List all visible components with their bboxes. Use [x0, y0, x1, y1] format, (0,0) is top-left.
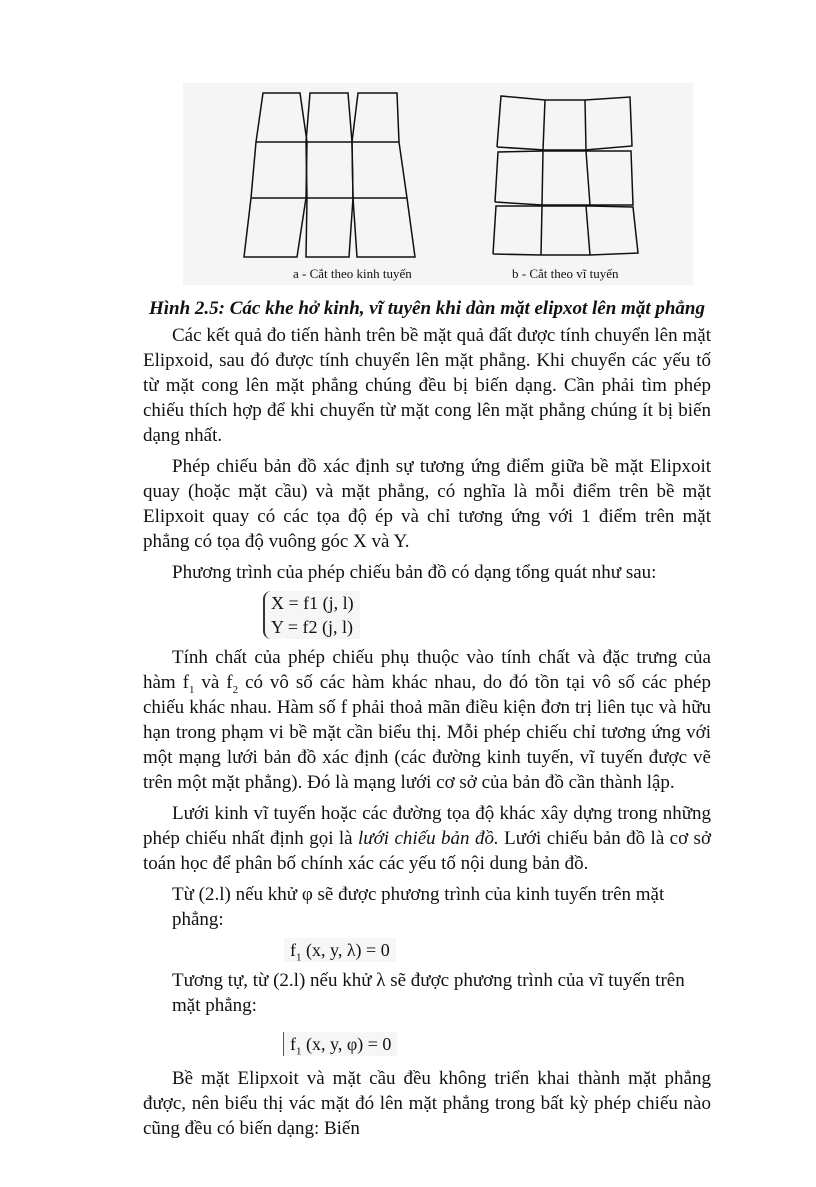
equation-system: [263, 591, 360, 639]
text: (x, y, λ) = 0: [301, 940, 390, 960]
equation-system-wrap: [143, 591, 711, 639]
equation-meridian: [284, 938, 396, 962]
subscript: 2: [232, 683, 239, 696]
equation-y: Y = f2 (j, l): [271, 617, 353, 637]
strip-1: [244, 93, 307, 257]
figure-caption: Hình 2.5: Các khe hở kinh, vĩ tuyên khi dàn mặt elipxot lên mặt phẳng: [148, 298, 705, 319]
figure-2-5: [183, 83, 693, 285]
text: Lưới kinh vĩ tuyến hoặc các đường tọa độ khác xây dựng trong những phép chiếu nhất định gọi là: [143, 803, 711, 849]
row-2: [495, 151, 633, 205]
paragraph-4: [143, 645, 711, 795]
term-emphasis: lưới chiếu bản đồ.: [358, 828, 499, 849]
text: f: [290, 940, 296, 960]
paragraph-1: Các kết quả đo tiến hành trên bề mặt quả đất được tính chuyển lên mặt Elipxoid, sau đó được tính chuyển lên mặt phẳng. Khi chuyển các yếu tố từ mặt cong lên mặt phẳng chúng đều bị biến dạng. Cần phải tìm phép chiếu thích hợp để khi chuyển từ mặt cong lên mặt phẳng chúng ít bị biến dạng nhất.: [143, 325, 711, 446]
paragraph-7: Tương tự, từ (2.l) nếu khử λ sẽ được phương trình của vĩ tuyến trên mặt phẳng:: [172, 970, 685, 1016]
text: f: [290, 1034, 296, 1054]
paragraph-5: [143, 801, 711, 876]
text: Tính chất của phép chiếu phụ thuộc vào tính chất và đặc trưng của hàm f: [143, 647, 711, 693]
paragraph-3: Phương trình của phép chiếu bản đồ có dạng tổng quát như sau:: [172, 562, 657, 583]
strip-2: [306, 93, 353, 257]
equation-parallel: [283, 1032, 397, 1056]
subscript: 1: [296, 1045, 302, 1058]
row-1: [497, 96, 632, 150]
strip-3: [352, 93, 415, 257]
subscript: 1: [188, 683, 195, 696]
figure-label-b: b - Cắt theo vĩ tuyến: [512, 266, 619, 281]
paragraph-2: Phép chiếu bản đồ xác định sự tương ứng điểm giữa bề mặt Elipxoit quay (hoặc mặt cầu) và mặt phẳng, có nghĩa là mỗi điểm trên bề mặt Elipxoit quay có các tọa độ ép và chỉ tương ứng với 1 điểm trên mặt phẳng có tọa độ vuông góc X và Y.: [143, 456, 711, 552]
text: (x, y, φ) = 0: [301, 1034, 392, 1054]
subscript: 1: [296, 951, 302, 964]
grid-diagram: [183, 83, 693, 285]
equation-parallel-wrap: [143, 1032, 711, 1056]
paragraph-8: Bề mặt Elipxoit và mặt cầu đều không triển khai thành mặt phẳng được, nên biểu thị vác mặt đó lên mặt phẳng trong bất kỳ phép chiếu nào cũng đều có biến dạng: Biến: [143, 1068, 711, 1139]
paragraph-6: Từ (2.l) nếu khử φ sẽ được phương trình của kinh tuyến trên mặt phẳng:: [172, 884, 665, 930]
text: và f: [194, 672, 233, 693]
row-3: [493, 206, 638, 255]
text: Lưới chiếu bản đồ là cơ sở toán học để phân bố chính xác các yếu tố nội dung bản đồ.: [143, 828, 711, 874]
equation-x: X = f1 (j, l): [271, 593, 354, 613]
equation-meridian-wrap: [143, 938, 711, 962]
figure-label-a: a - Cắt theo kinh tuyến: [293, 266, 412, 281]
text: có vô số các hàm khác nhau, do đó tồn tại vô số các phép chiếu khác nhau. Hàm số f phải thoả mãn điều kiện đơn trị liên tục và hữu hạn trong phạm vi bề mặt cần biểu thị. Mỗi phép chiếu chỉ tương ứng với một mạng lưới bản đồ xác định (các đường kinh tuyến, vĩ tuyến được vẽ trên một mặt phẳng). Đó là mạng lưới cơ sở của bản đồ cần thành lập.: [143, 672, 711, 793]
document-body: [143, 296, 711, 1187]
